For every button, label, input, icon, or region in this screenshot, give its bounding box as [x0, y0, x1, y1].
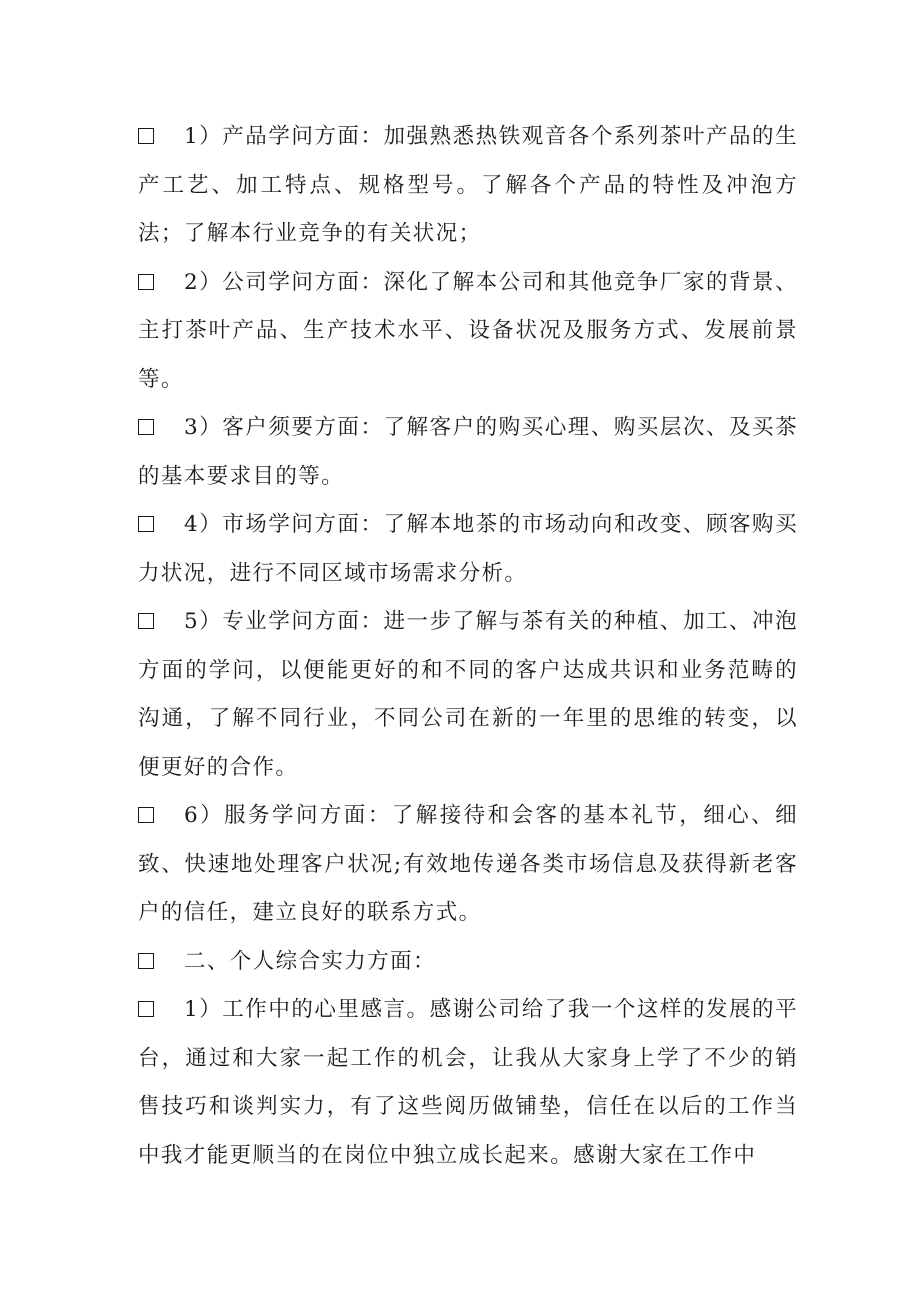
paragraph-market-knowledge — [138, 501, 798, 598]
checkbox-bullet-icon — [138, 1001, 154, 1017]
paragraph-customer-needs — [138, 404, 798, 501]
paragraph-text: 2）公司学问方面：深化了解本公司和其他竞争厂家的背景、主打茶叶产品、生产技术水平、设备状况及服务方式、发展前景等。 — [138, 269, 798, 392]
paragraph-product-knowledge — [138, 113, 798, 259]
paragraph-text: 5）专业学问方面：进一步了解与茶有关的种植、加工、冲泡方面的学问，以便能更好的和不同的客户达成共识和业务范畴的沟通，了解不同行业，不同公司在新的一年里的思维的转变，以便更好的合作。 — [138, 609, 798, 780]
checkbox-bullet-icon — [138, 419, 154, 435]
checkbox-bullet-icon — [138, 274, 154, 290]
paragraph-professional-knowledge — [138, 598, 798, 792]
paragraph-text: 6）服务学问方面：了解接待和会客的基本礼节，细心、细致、快速地处理客户状况;有效地传递各类市场信息及获得新老客户的信任，建立良好的联系方式。 — [138, 803, 798, 925]
paragraph-work-reflections — [138, 986, 798, 1180]
checkbox-bullet-icon — [138, 613, 154, 629]
section-heading-text: 二、个人综合实力方面： — [184, 948, 436, 974]
document-body — [138, 113, 798, 1180]
paragraph-text: 1）产品学问方面：加强熟悉热铁观音各个系列茶叶产品的生产工艺、加工特点、规格型号。了解各个产品的特性及冲泡方法；了解本行业竞争的有关状况； — [138, 124, 798, 246]
paragraph-text: 4）市场学问方面：了解本地茶的市场动向和改变、顾客购买力状况，进行不同区域市场需求分析。 — [138, 512, 798, 586]
checkbox-bullet-icon — [138, 807, 154, 823]
paragraph-text: 3）客户须要方面：了解客户的购买心理、购买层次、及买茶的基本要求目的等。 — [138, 415, 798, 489]
paragraph-text: 1）工作中的心里感言。感谢公司给了我一个这样的发展的平台，通过和大家一起工作的机会，让我从大家身上学了不少的销售技巧和谈判实力，有了这些阅历做铺垫，信任在以后的工作当中我才能更顺当的在岗位中独立成长起来。感谢大家在工作中 — [138, 997, 798, 1168]
checkbox-bullet-icon — [138, 953, 154, 969]
checkbox-bullet-icon — [138, 516, 154, 532]
paragraph-company-knowledge — [138, 259, 798, 405]
checkbox-bullet-icon — [138, 128, 154, 144]
section-heading-personal-ability — [138, 938, 798, 987]
paragraph-service-knowledge — [138, 792, 798, 938]
